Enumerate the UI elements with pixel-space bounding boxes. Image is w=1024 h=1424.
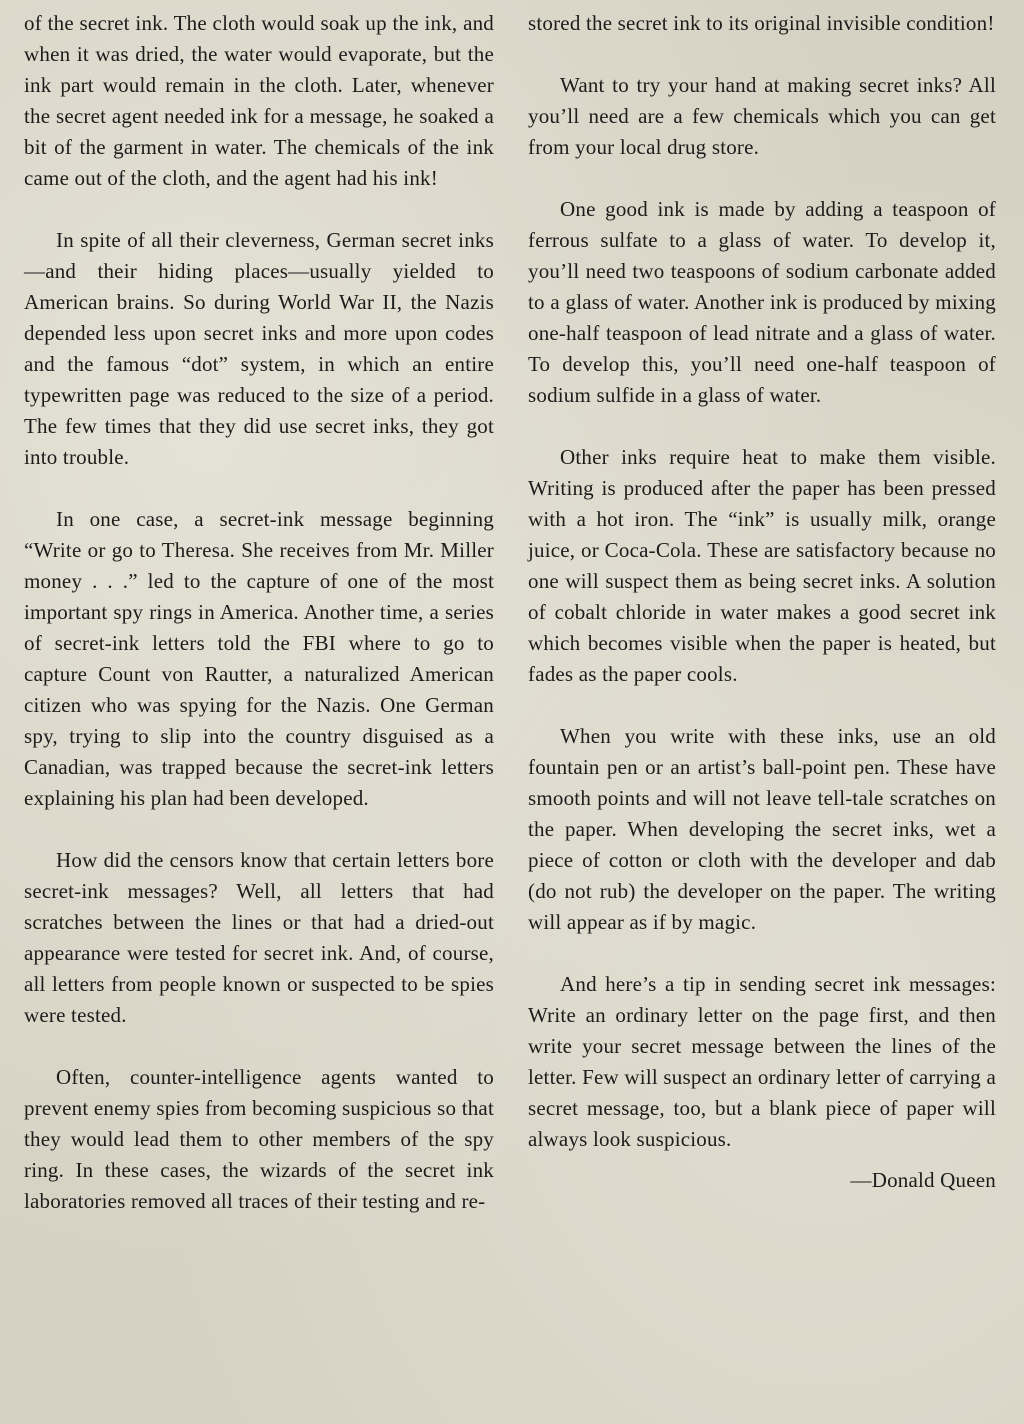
paragraph: One good ink is made by adding a teaspoon of ferrous sulfate to a glass of water. To develop it, you’ll need two teaspoons of sodium carbonate added to a glass of water. Another ink is produced by mixing one-half teaspoon of lead nitrate and a glass of water. To develop this, you’ll need one-half teaspoon of sodium sulfide in a glass of water. (528, 197, 996, 407)
paragraph: Other inks require heat to make them visible. Writing is produced after the paper has been pressed with a hot iron. The “ink” is usually milk, orange juice, or Coca-Cola. These are satisfactory because no one will suspect them as being secret inks. A solution of cobalt chloride in water makes a good secret ink which becomes visible when the paper is heated, but fades as the paper cools. (528, 445, 996, 686)
author-signature: —Donald Queen (850, 1168, 996, 1192)
paragraph: And here’s a tip in sending secret ink messages: Write an ordinary letter on the page first, and then write your secret message between the lines of the letter. Few will suspect an ordinary letter of carrying a secret message, too, but a blank piece of paper will always look suspicious. (528, 972, 996, 1151)
paragraph: How did the censors know that certain letters bore secret-ink messages? Well, all letters that had scratches between the lines or that had a dried-out appearance were tested for secret ink. And, of course, all letters from people known or suspected to be spies were tested. (24, 848, 494, 1027)
paragraph: When you write with these inks, use an old fountain pen or an artist’s ball-point pen. These have smooth points and will not leave tell-tale scratches on the paper. When developing the secret inks, wet a piece of cotton or cloth with the developer and dab (do not rub) the developer on the paper. The writing will appear as if by magic. (528, 724, 996, 934)
paragraph: stored the secret ink to its original invisible condition! (528, 11, 995, 35)
left-column (24, 8, 494, 1217)
paragraph: Often, counter-intelligence agents wanted to prevent enemy spies from becoming suspicious so that they would lead them to other members of the spy ring. In these cases, the wizards of the secret ink laboratories removed all traces of their testing and re- (24, 1065, 494, 1213)
paragraph: Want to try your hand at making secret inks? All you’ll need are a few chemicals which you can get from your local drug store. (528, 73, 996, 159)
paragraph: of the secret ink. The cloth would soak up the ink, and when it was dried, the water would evaporate, but the ink part would remain in the cloth. Later, whenever the secret agent needed ink for a message, he soaked a bit of the garment in water. The chemicals of the ink came out of the cloth, and the agent had his ink! (24, 11, 494, 190)
right-column (528, 8, 996, 1196)
paragraph: In one case, a secret-ink message beginning “Write or go to Theresa. She receives from Mr. Miller money . . .” led to the capture of one of the most important spy rings in America. Another time, a series of secret-ink letters told the FBI where to go to capture Count von Rautter, a naturalized American citizen who was spying for the Nazis. One German spy, trying to slip into the country disguised as a Canadian, was trapped because the secret-ink letters explaining his plan had been developed. (24, 507, 494, 810)
paragraph: In spite of all their cleverness, German secret inks—and their hiding places—usually yielded to American brains. So during World War II, the Nazis depended less upon secret inks and more upon codes and the famous “dot” system, in which an entire typewritten page was reduced to the size of a period. The few times that they did use secret inks, they got into trouble. (24, 228, 494, 469)
